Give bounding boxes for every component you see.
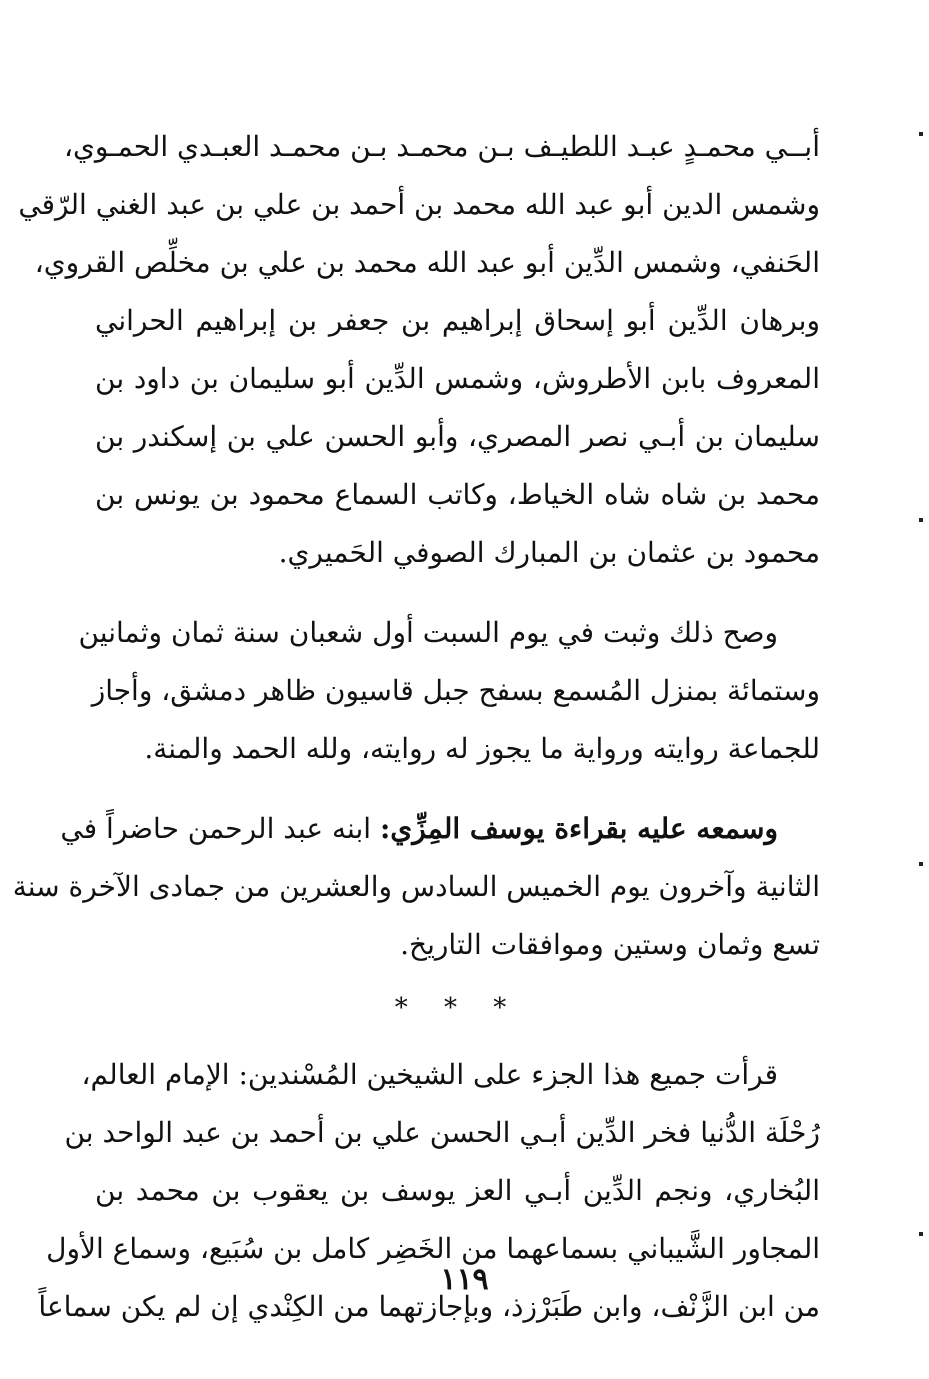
text-line: وشمس الدين أبو عبد الله محمد بن أحمد بن علي بن عبد الغني الرّقي xyxy=(18,188,820,221)
page-body xyxy=(12,118,820,1336)
text-line: سليمان بن أبـي نصر المصري، وأبو الحسن علي بن إسكندر بن xyxy=(95,420,820,453)
margin-mark xyxy=(919,518,923,522)
margin-mark xyxy=(919,132,923,136)
text-line: وستمائة بمنزل المُسمع بسفح جبل قاسيون ظاهر دمشق، وأجاز xyxy=(91,674,820,707)
page-number: ١١٩ xyxy=(440,1262,489,1297)
reader-heading: وسمعه عليه بقراءة يوسف المِزِّي: xyxy=(379,812,778,845)
text-line: للجماعة روايته ورواية ما يجوز له روايته، ولله الحمد والمنة. xyxy=(144,732,820,765)
paragraph-1 xyxy=(18,118,820,582)
text-line: تسع وثمان وستين وموافقات التاريخ. xyxy=(400,928,820,961)
text-line: البُخاري، ونجم الدِّين أبـي العز يوسف بن يعقوب بن محمد بن xyxy=(95,1174,820,1207)
section-separator: * * * xyxy=(394,993,521,1023)
paragraph-spacer xyxy=(95,778,820,800)
text-line: رُحْلَة الدُّنيا فخر الدِّين أبـي الحسن علي بن أحمد بن عبد الواحد بن xyxy=(64,1116,820,1149)
margin-mark xyxy=(919,1232,923,1236)
text-line: قرأت جميع هذا الجزء على الشيخين المُسْندين: الإمام العالم، xyxy=(81,1058,778,1091)
text-line: المجاور الشَّيباني بسماعهما من الخَضِر كامل بن سُبَيع، وسماع الأول xyxy=(46,1232,820,1265)
text-line: محمود بن عثمان بن المبارك الصوفي الحَميري. xyxy=(278,536,820,569)
paragraph-spacer xyxy=(95,582,820,604)
paragraph-3 xyxy=(12,800,820,974)
text-line: المعروف بابن الأطروش، وشمس الدِّين أبو سليمان بن داود بن xyxy=(95,362,820,395)
text-line: من ابن الزَّنْف، وابن طَبَرْزذ، وبإجازتهما من الكِنْدي إن لم يكن سماعاً xyxy=(38,1290,820,1323)
text-line: الثانية وآخرون يوم الخميس السادس والعشرين من جمادى الآخرة سنة xyxy=(12,870,820,903)
text-line: أبــي محمـدٍ عبـد اللطيـف بـن محمـد بـن محمـد العبـدي الحمـوي، xyxy=(63,130,820,163)
text-segment: ابنه عبد الرحمن حاضراً في xyxy=(60,812,380,845)
margin-mark xyxy=(919,862,923,866)
text-line: وصح ذلك وثبت في يوم السبت أول شعبان سنة ثمان وثمانين xyxy=(78,616,778,649)
text-line: وبرهان الدِّين أبو إسحاق إبراهيم بن جعفر بن إبراهيم الحراني xyxy=(95,304,820,337)
text-line: الحَنفي، وشمس الدِّين أبو عبد الله محمد بن علي بن مخلِّص القروي، xyxy=(34,246,820,279)
paragraph-2 xyxy=(78,604,820,778)
text-line: محمد بن شاه شاه الخياط، وكاتب السماع محمود بن يونس بن xyxy=(95,478,820,511)
text-line xyxy=(60,800,820,858)
